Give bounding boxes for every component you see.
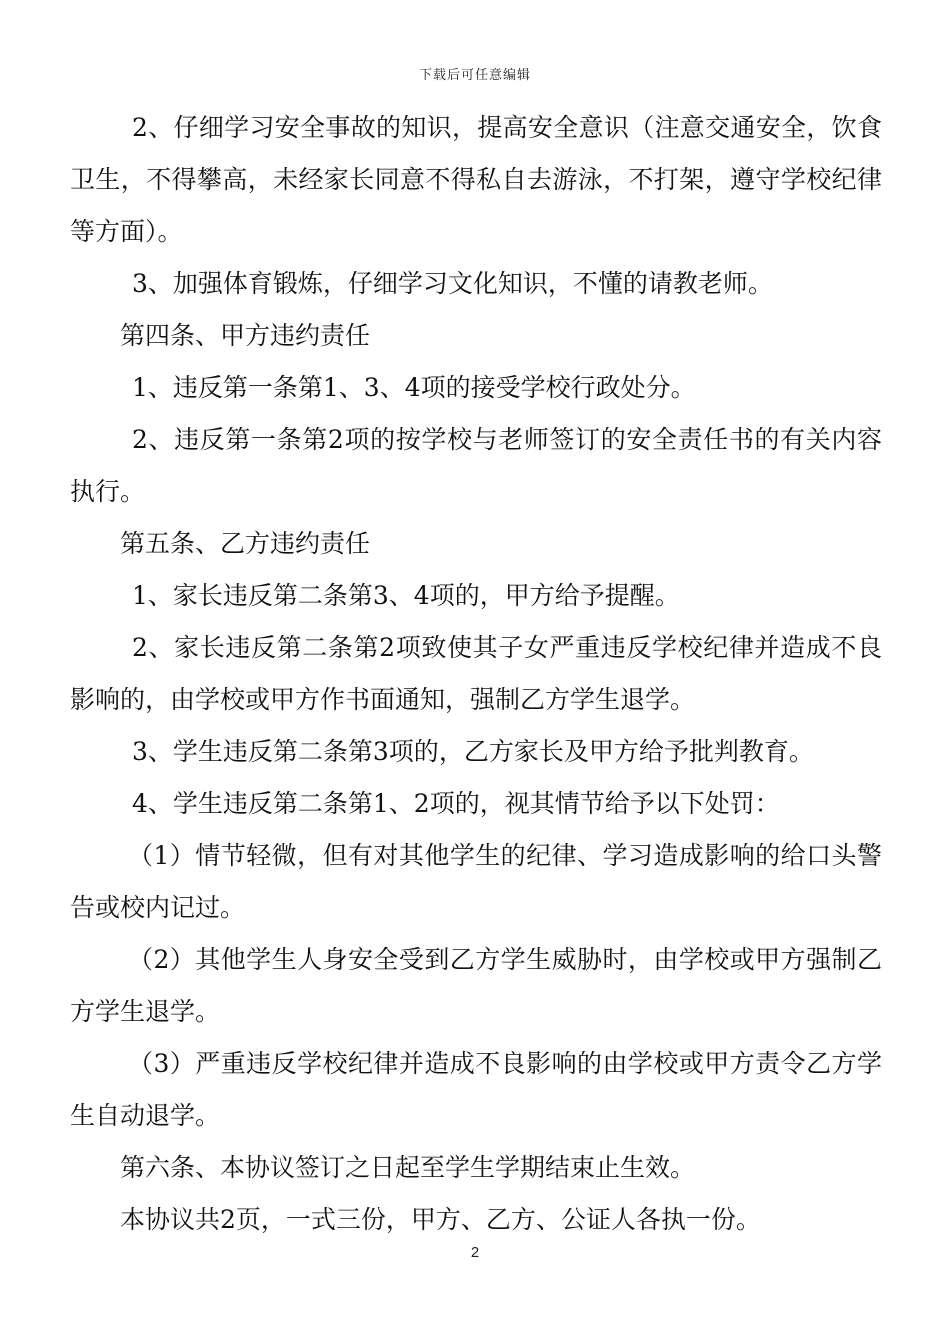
- paragraph-physical-exercise: 3、加强体育锻炼，仔细学习文化知识，不懂的请教老师。: [132, 269, 773, 298]
- page-header: 下载后可任意编辑: [418, 68, 531, 83]
- section-heading-article-5: 第五条、乙方违约责任: [120, 529, 371, 558]
- paragraph-copies-statement: 本协议共2页，一式三份，甲方、乙方、公证人各执一份。: [120, 1205, 761, 1234]
- paragraph-penalty-2: （2）其他学生人身安全受到乙方学生威胁时，由学校或甲方强制乙方学生退学。: [70, 945, 882, 1026]
- document-body: [70, 102, 882, 1246]
- paragraph-article-5-item-4: 4、学生违反第二条第1、2项的，视其情节给予以下处罚：: [132, 789, 780, 818]
- section-heading-article-4: 第四条、甲方违约责任: [120, 321, 371, 350]
- section-heading-article-6: 第六条、本协议签订之日起至学生学期结束止生效。: [120, 1153, 696, 1182]
- paragraph-penalty-1: （1）情节轻微，但有对其他学生的纪律、学习造成影响的给口头警告或校内记过。: [70, 841, 882, 922]
- paragraph-penalty-3: （3）严重违反学校纪律并造成不良影响的由学校或甲方责令乙方学生自动退学。: [70, 1049, 882, 1130]
- paragraph-article-5-item-3: 3、学生违反第二条第3项的，乙方家长及甲方给予批判教育。: [132, 737, 814, 766]
- paragraph-safety-awareness: 2、仔细学习安全事故的知识，提高安全意识（注意交通安全，饮食卫生，不得攀高，未经家长同意不得私自去游泳，不打架，遵守学校纪律等方面）。: [70, 113, 882, 246]
- paragraph-article-4-item-2: 2、违反第一条第2项的按学校与老师签订的安全责任书的有关内容执行。: [70, 425, 882, 506]
- paragraph-article-4-item-1: 1、违反第一条第1、3、4项的接受学校行政处分。: [132, 373, 696, 402]
- paragraph-article-5-item-1: 1、家长违反第二条第3、4项的，甲方给予提醒。: [132, 581, 680, 610]
- page-number: 2: [470, 1244, 480, 1261]
- paragraph-article-5-item-2: 2、家长违反第二条第2项致使其子女严重违反学校纪律并造成不良影响的，由学校或甲方作书面通知，强制乙方学生退学。: [70, 633, 882, 714]
